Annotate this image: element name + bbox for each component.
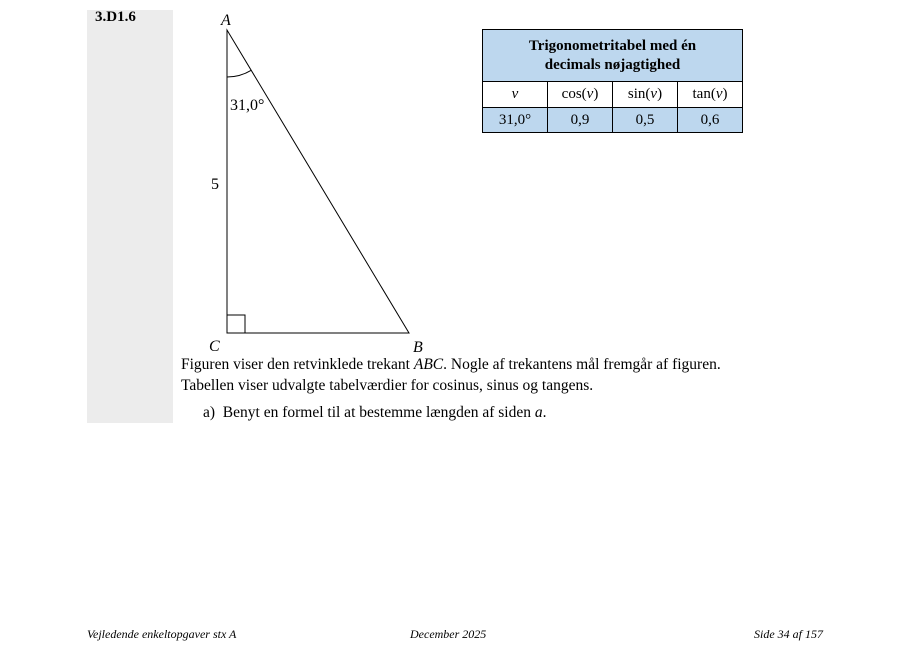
task-description <box>181 354 721 396</box>
trig-table-title <box>483 30 743 82</box>
task-id: 3.D1.6 <box>95 9 136 25</box>
question-label: a) <box>203 404 216 421</box>
footer-center: December 2025 <box>410 627 487 641</box>
angle-a-label: 31,0° <box>230 97 265 114</box>
vertex-c-label: C <box>209 338 220 355</box>
angle-a-arc <box>227 70 251 77</box>
trig-table-title-line2: decimals nøjagtighed <box>544 56 681 73</box>
header-cos: cos(v) <box>548 82 613 108</box>
description-line2: Tabellen viser udvalgte tabelværdier for cosinus, sinus og tangens. <box>181 377 594 394</box>
trig-table-title-line1: Trigonometritabel med én <box>528 37 697 54</box>
question-a: a) Benyt en formel til at bestemme længden af siden a. <box>203 404 547 421</box>
footer-right: Side 34 af 157 <box>754 627 823 641</box>
vertex-b-label: B <box>413 339 423 356</box>
triangle-abc <box>227 30 409 333</box>
vertex-a-label: A <box>221 12 231 29</box>
header-tan: tan(v) <box>678 82 743 108</box>
footer-left: Vejledende enkeltopgaver stx A <box>87 627 237 641</box>
side-variable: a <box>534 404 543 421</box>
description-line1: Figuren viser den retvinklede trekant ABC. Nogle af trekantens mål fremgår af figuren. <box>181 356 721 373</box>
value-v: 31,0° <box>483 108 548 133</box>
side-ac-label: 5 <box>211 176 219 193</box>
trig-table-header-row <box>483 82 743 108</box>
header-v: v <box>483 82 548 108</box>
right-angle-marker <box>227 315 245 333</box>
triangle-name: ABC <box>413 356 444 373</box>
header-sin: sin(v) <box>613 82 678 108</box>
value-sin: 0,5 <box>613 108 678 133</box>
value-cos: 0,9 <box>548 108 613 133</box>
trig-table-value-row <box>483 108 743 133</box>
trig-table <box>482 29 743 133</box>
value-tan: 0,6 <box>678 108 743 133</box>
